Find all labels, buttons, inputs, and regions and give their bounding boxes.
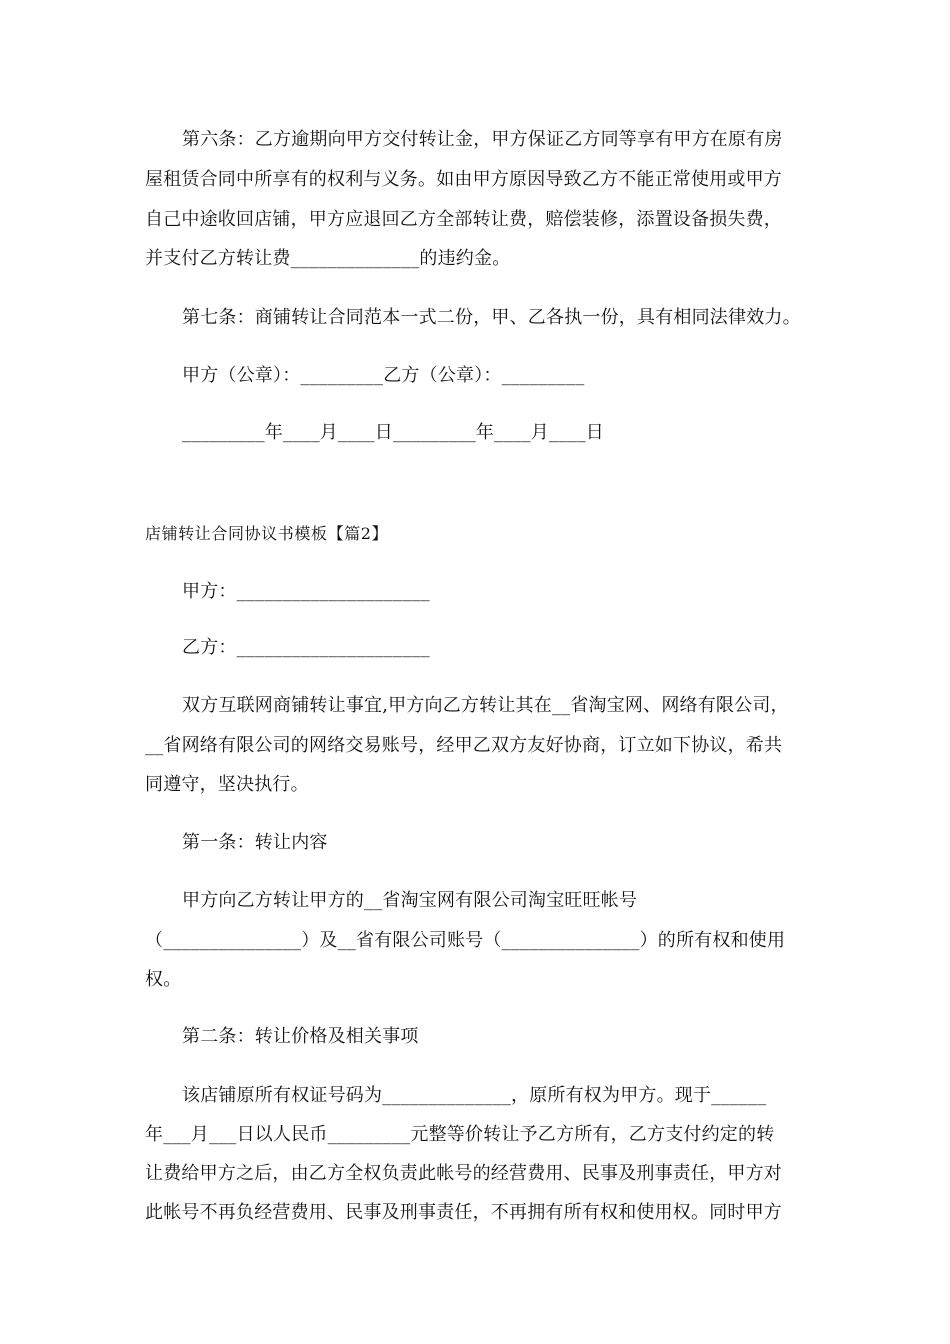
article-1-line-2: （_______________）及__省有限公司账号（_______________）的所有权和使用 (145, 930, 786, 951)
article-1-line-1: 甲方向乙方转让甲方的__省淘宝网有限公司淘宝旺旺帐号 (182, 890, 638, 911)
signature-line: 甲方（公章）：_________乙方（公章）：_________ (182, 365, 585, 386)
article-2-line-2: 年___月___日以人民币_________元整等价转让予乙方所有，乙方支付约定的转 (145, 1124, 775, 1145)
article-6-line-4: 并支付乙方转让费______________的违约金。 (145, 248, 511, 269)
article-2-line-1: 该店铺原所有权证号码为______________，原所有权为甲方。现于______ (182, 1085, 767, 1106)
party-b-line: 乙方：_____________________ (182, 637, 430, 658)
intro-line-1: 双方互联网商铺转让事宜,甲方向乙方转让其在__省淘宝网、网络有限公司， (182, 695, 789, 716)
article-2-line-4: 此帐号不再负经营费用、民事及刑事责任，不再拥有所有权和使用权。同时甲方 (145, 1202, 782, 1223)
article-6-line-1: 第六条：乙方逾期向甲方交付转让金，甲方保证乙方同等享有甲方在原有房 (182, 129, 783, 150)
intro-line-2: __省网络有限公司的网络交易账号，经甲乙双方友好协商，订立如下协议，希共 (145, 735, 783, 756)
party-a-line: 甲方：_____________________ (182, 581, 430, 602)
article-7: 第七条：商铺转让合同范本一式二份，甲、乙各执一份，具有相同法律效力。 (182, 307, 801, 328)
section-heading: 店铺转让合同协议书模板【篇2】 (145, 524, 389, 543)
article-6-line-3: 自己中途收回店铺，甲方应退回乙方全部转让费，赔偿装修，添置设备损失费， (145, 209, 782, 230)
date-line: _________年____月____日_________年____月____日 (182, 422, 604, 443)
article-6-line-2: 屋租赁合同中所享有的权利与义务。如由甲方原因导致乙方不能正常使用或甲方 (145, 169, 782, 190)
article-1-line-3: 权。 (145, 969, 182, 990)
intro-line-3: 同遵守，坚决执行。 (145, 774, 309, 795)
article-2-title: 第二条：转让价格及相关事项 (182, 1026, 419, 1047)
article-1-title: 第一条：转让内容 (182, 832, 328, 853)
article-2-line-3: 让费给甲方之后，由乙方全权负责此帐号的经营费用、民事及刑事责任，甲方对 (145, 1163, 782, 1184)
